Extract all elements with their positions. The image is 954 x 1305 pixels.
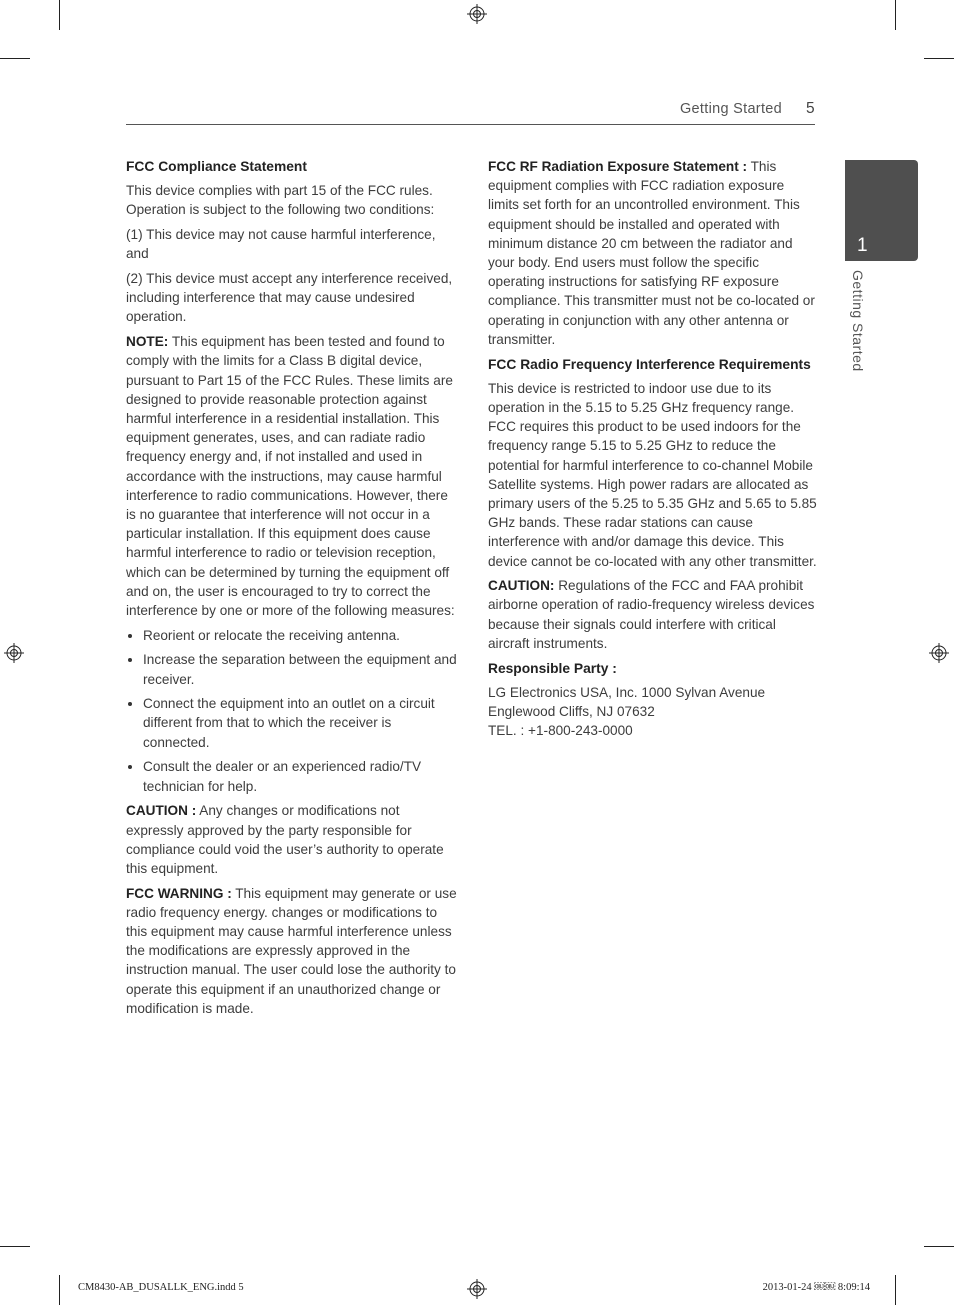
page-number: 5 [806, 100, 815, 117]
registration-mark-icon [467, 1279, 487, 1299]
list-item: Consult the dealer or an experienced radio/TV technician for help. [126, 757, 458, 795]
fcc-warning-label: FCC WARNING : [126, 885, 232, 901]
header-divider [126, 124, 815, 125]
crop-mark [0, 1246, 30, 1247]
running-header-title: Getting Started [679, 101, 782, 117]
crop-mark [924, 1246, 954, 1247]
crop-mark [895, 0, 896, 30]
caution-paragraph [126, 801, 458, 878]
measures-list [126, 626, 458, 796]
fcc-warning-text: This equipment may generate or use radio frequency energy. changes or modifications to this equipment may cause harmful interference unless the modifications are expressly approved in the instruction manual. The user could lose the authority to operate this equipment if an unauthorized change or modification is made. [126, 885, 457, 1016]
footer-timestamp: 2013-01-24 ￼￼ 8:09:14 [762, 1282, 870, 1293]
crop-mark [59, 0, 60, 30]
fcc-condition-2: (2) This device must accept any interference received, including interference that may cause undesired operation. [126, 271, 453, 325]
note-label: NOTE: [126, 334, 169, 350]
address-line-2: Englewood Cliffs, NJ 07632 [488, 703, 655, 719]
rf-interference-heading: FCC Radio Frequency Interference Requirements [488, 356, 811, 372]
crop-mark [924, 58, 954, 59]
rf-exposure-label: FCC RF Radiation Exposure Statement : [488, 159, 748, 174]
footer-file-info: CM8430-AB_DUSALLK_ENG.indd 5 [78, 1282, 244, 1293]
fcc-compliance-heading: FCC Compliance Statement [126, 159, 307, 174]
chapter-side-label: Getting Started [850, 270, 866, 372]
caution-text: Any changes or modifications not expressly approved by the party responsible for compliance could void the user’s authority to operate this equipment. [126, 803, 444, 876]
faa-caution-text: Regulations of the FCC and FAA prohibit airborne operation of radio-frequency wireless devices because their signals could interfere with critical aircraft instruments. [488, 578, 815, 651]
registration-mark-icon [929, 643, 949, 663]
faa-caution-paragraph [488, 576, 818, 653]
responsible-party-address [488, 683, 818, 741]
crop-mark [895, 1275, 896, 1305]
right-column [488, 157, 818, 740]
rf-exposure-text: This equipment complies with FCC radiation exposure limits set forth for an uncontrolled environment. This equipment should be installed and operated with minimum distance 20 cm between the radiator and your body. End users must follow the specific operating instructions for satisfying RF exposure compliance. This transmitter must not be co-located or operating in conjunction with any other antenna or transmitter. [488, 159, 815, 347]
left-column [126, 157, 458, 1024]
phone-line: TEL. : +1-800-243-0000 [488, 723, 633, 739]
crop-mark [0, 58, 30, 59]
registration-mark-icon [4, 643, 24, 663]
caution-label: CAUTION : [126, 803, 197, 819]
registration-mark-icon [467, 4, 487, 24]
responsible-party-heading: Responsible Party : [488, 660, 617, 676]
fcc-compliance-intro: This device complies with part 15 of the FCC rules. Operation is subject to the following two conditions: [126, 183, 435, 218]
list-item: Reorient or relocate the receiving antenna. [126, 626, 458, 645]
note-text: This equipment has been tested and found to comply with the limits for a Class B digital device, pursuant to Part 15 of the FCC Rules. These limits are designed to provide reasonable protection against harmful interference in a residential installation. This equipment generates, uses, and can radiate radio frequency energy and, if not installed and used in accordance with the instructions, may cause harmful interference to radio communications. However, there is no guarantee that interference will not occur in a particular installation. If this equipment does cause harmful interference to radio or television reception, which can be determined by turning the equipment off and on, the user is encouraged to try to correct the interference by one or more of the following measures: [126, 334, 455, 618]
faa-caution-label: CAUTION: [488, 578, 555, 594]
rf-interference-text: This device is restricted to indoor use due to its operation in the 5.15 to 5.25 GHz frequency range. FCC requires this product to be used indoors for the frequency range 5.15 to 5.25 GHz to reduce the potential for harmful interference to co-channel Mobile Satellite systems. High power radars are allocated as primary users of the 5.25 to 5.35 GHz and 5.65 to 5.85 GHz bands. These radar stations can cause interference with and/or damage this device. This device cannot be co-located with any other transmitter. [488, 380, 817, 569]
list-item: Increase the separation between the equipment and receiver. [126, 650, 458, 688]
note-paragraph [126, 332, 458, 620]
chapter-tab [845, 160, 918, 261]
chapter-number: 1 [857, 235, 868, 256]
rf-exposure-paragraph [488, 157, 818, 349]
address-line-1: LG Electronics USA, Inc. 1000 Sylvan Avenue [488, 684, 766, 700]
crop-mark [59, 1275, 60, 1305]
fcc-warning-paragraph [126, 884, 458, 1018]
list-item: Connect the equipment into an outlet on a circuit different from that to which the receiver is connected. [126, 694, 458, 752]
fcc-condition-1: (1) This device may not cause harmful interference, and [126, 227, 436, 262]
